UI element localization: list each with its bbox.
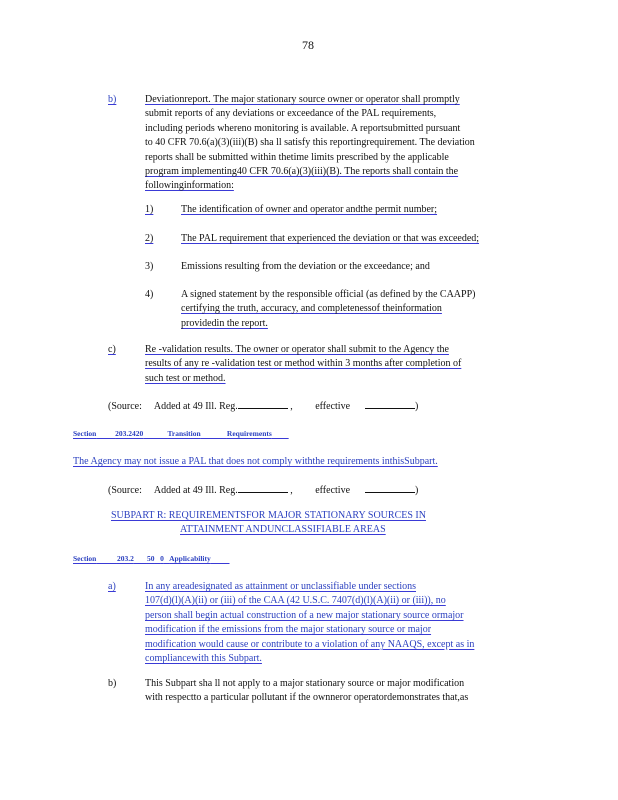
item-b-body [145, 93, 475, 194]
blank-line [238, 398, 288, 409]
item-b-label: b) [108, 94, 117, 105]
section-title-2: Requirements [226, 429, 272, 438]
item-c-body [145, 343, 461, 386]
source-effective: effective [315, 401, 351, 412]
item-b-line: reports shall be submitted within thetime limits prescribed by the applicable [145, 151, 449, 163]
item-b2-line: This Subpart sha ll not apply to a major stationary source or major modification [145, 678, 465, 689]
section-text: The Agency may not issue a PAL that does not comply withthe requirements inthisSubpart. [73, 456, 438, 467]
source-note: (Source: Added at 49 Ill. Reg. , effective ) [108, 482, 418, 498]
page-number: 78 [302, 38, 314, 52]
subitem-1-text: The identification of owner and operator andthe permit number; [181, 204, 438, 215]
subitem-4-line: certifying the truth, accuracy, and completenessof theinformation [181, 303, 442, 315]
item-b-line: program implementing40 CFR 70.6(a)(3)(iii)(B). The reports shall contain the [145, 166, 459, 178]
item-a-body [145, 580, 474, 666]
item-b2-line: with respectto a particular pollutant if the ownneror operatordemonstrates that,as [145, 692, 469, 704]
item-b-line: Deviationreport. The major stationary source owner or operator shall promptly [145, 94, 460, 105]
subitem-4-line: A signed statement by the responsible official (as defined by the CAAPP) [181, 289, 476, 300]
section-heading [73, 554, 230, 563]
item-b2-label: b) [108, 678, 117, 689]
item-c-line: Re -validation results. The owner or operator shall submit to the Agency the [145, 344, 449, 355]
blank-line [365, 482, 415, 493]
subitem-4-line: providedin the report. [181, 317, 268, 329]
item-b2-body [145, 677, 468, 706]
section-number: 203.2 [116, 554, 134, 563]
section-number-2: 50 [146, 554, 155, 563]
section-label: Section [73, 429, 97, 438]
subitem-4-body [181, 288, 475, 331]
source-added: Added at 49 Ill. Reg. [153, 401, 238, 412]
item-b-line: including periods whereno monitoring is available. A reportsubmitted pursuant [145, 122, 461, 134]
subitem-3-text: Emissions resulting from the deviation or the exceedance; and [181, 261, 430, 272]
item-a-line: compliancewith this Subpart. [145, 653, 262, 665]
source-prefix: (Source: [108, 485, 142, 496]
item-b-line: followinginformation: [145, 180, 234, 192]
blank-line [365, 398, 415, 409]
subitem-1-label: 1) [145, 204, 154, 215]
subitem-2-text: The PAL requirement that experienced the deviation or that was exceeded; [181, 233, 480, 244]
subitem-3-label: 3) [145, 261, 154, 272]
section-heading [73, 429, 289, 438]
section-label: Section [73, 554, 97, 563]
item-a-line: modification if the emissions from the major stationary source or major [145, 624, 432, 636]
subpart-heading-line2: ATTAINMENT ANDUNCLASSIFIABLE AREAS [180, 524, 386, 535]
source-added: Added at 49 Ill. Reg. [153, 485, 238, 496]
source-note: (Source: Added at 49 Ill. Reg. , effective ) [108, 398, 418, 414]
item-a-line: person shall begin actual construction of a new major stationary source ormajor [145, 609, 464, 621]
subitem-4-label: 4) [145, 289, 154, 300]
section-title: Applicability [169, 554, 211, 563]
subpart-heading-line1: SUBPART R: REQUIREMENTSFOR MAJOR STATIONARY SOURCES IN [111, 510, 426, 521]
item-b-line: submit reports of any deviations or exceedance of the PAL requirements, [145, 108, 437, 120]
section-number: 203.2420 [115, 429, 144, 438]
source-effective: effective [315, 485, 351, 496]
item-a-label: a) [108, 581, 116, 592]
item-a-line: modification would cause or contribute to a violation of any NAAQS, except as in [145, 638, 475, 650]
source-close: ) [415, 485, 419, 496]
item-c-line: results of any re -validation test or method within 3 months after completion of [145, 358, 462, 370]
item-a-line: In any areadesignated as attainment or unclassifiable under sections [145, 581, 417, 592]
item-a-line: 107(d)(l)(A)(ii) or (iii) of the CAA (42 U.S.C. 7407(d)(l)(A)(ii) or (iii)), no [145, 595, 446, 607]
subitem-2-label: 2) [145, 233, 154, 244]
item-b-line: to 40 CFR 70.6(a)(3)(iii)(B) sha ll satisfy this reportingrequirement. The deviation [145, 137, 475, 149]
item-c-line: such test or method. [145, 372, 226, 384]
source-close: ) [415, 401, 419, 412]
source-prefix: (Source: [108, 401, 142, 412]
blank-line [238, 482, 288, 493]
section-title: Transition [167, 429, 201, 438]
section-number-3: 0 [160, 554, 164, 563]
item-c-label: c) [108, 344, 116, 355]
